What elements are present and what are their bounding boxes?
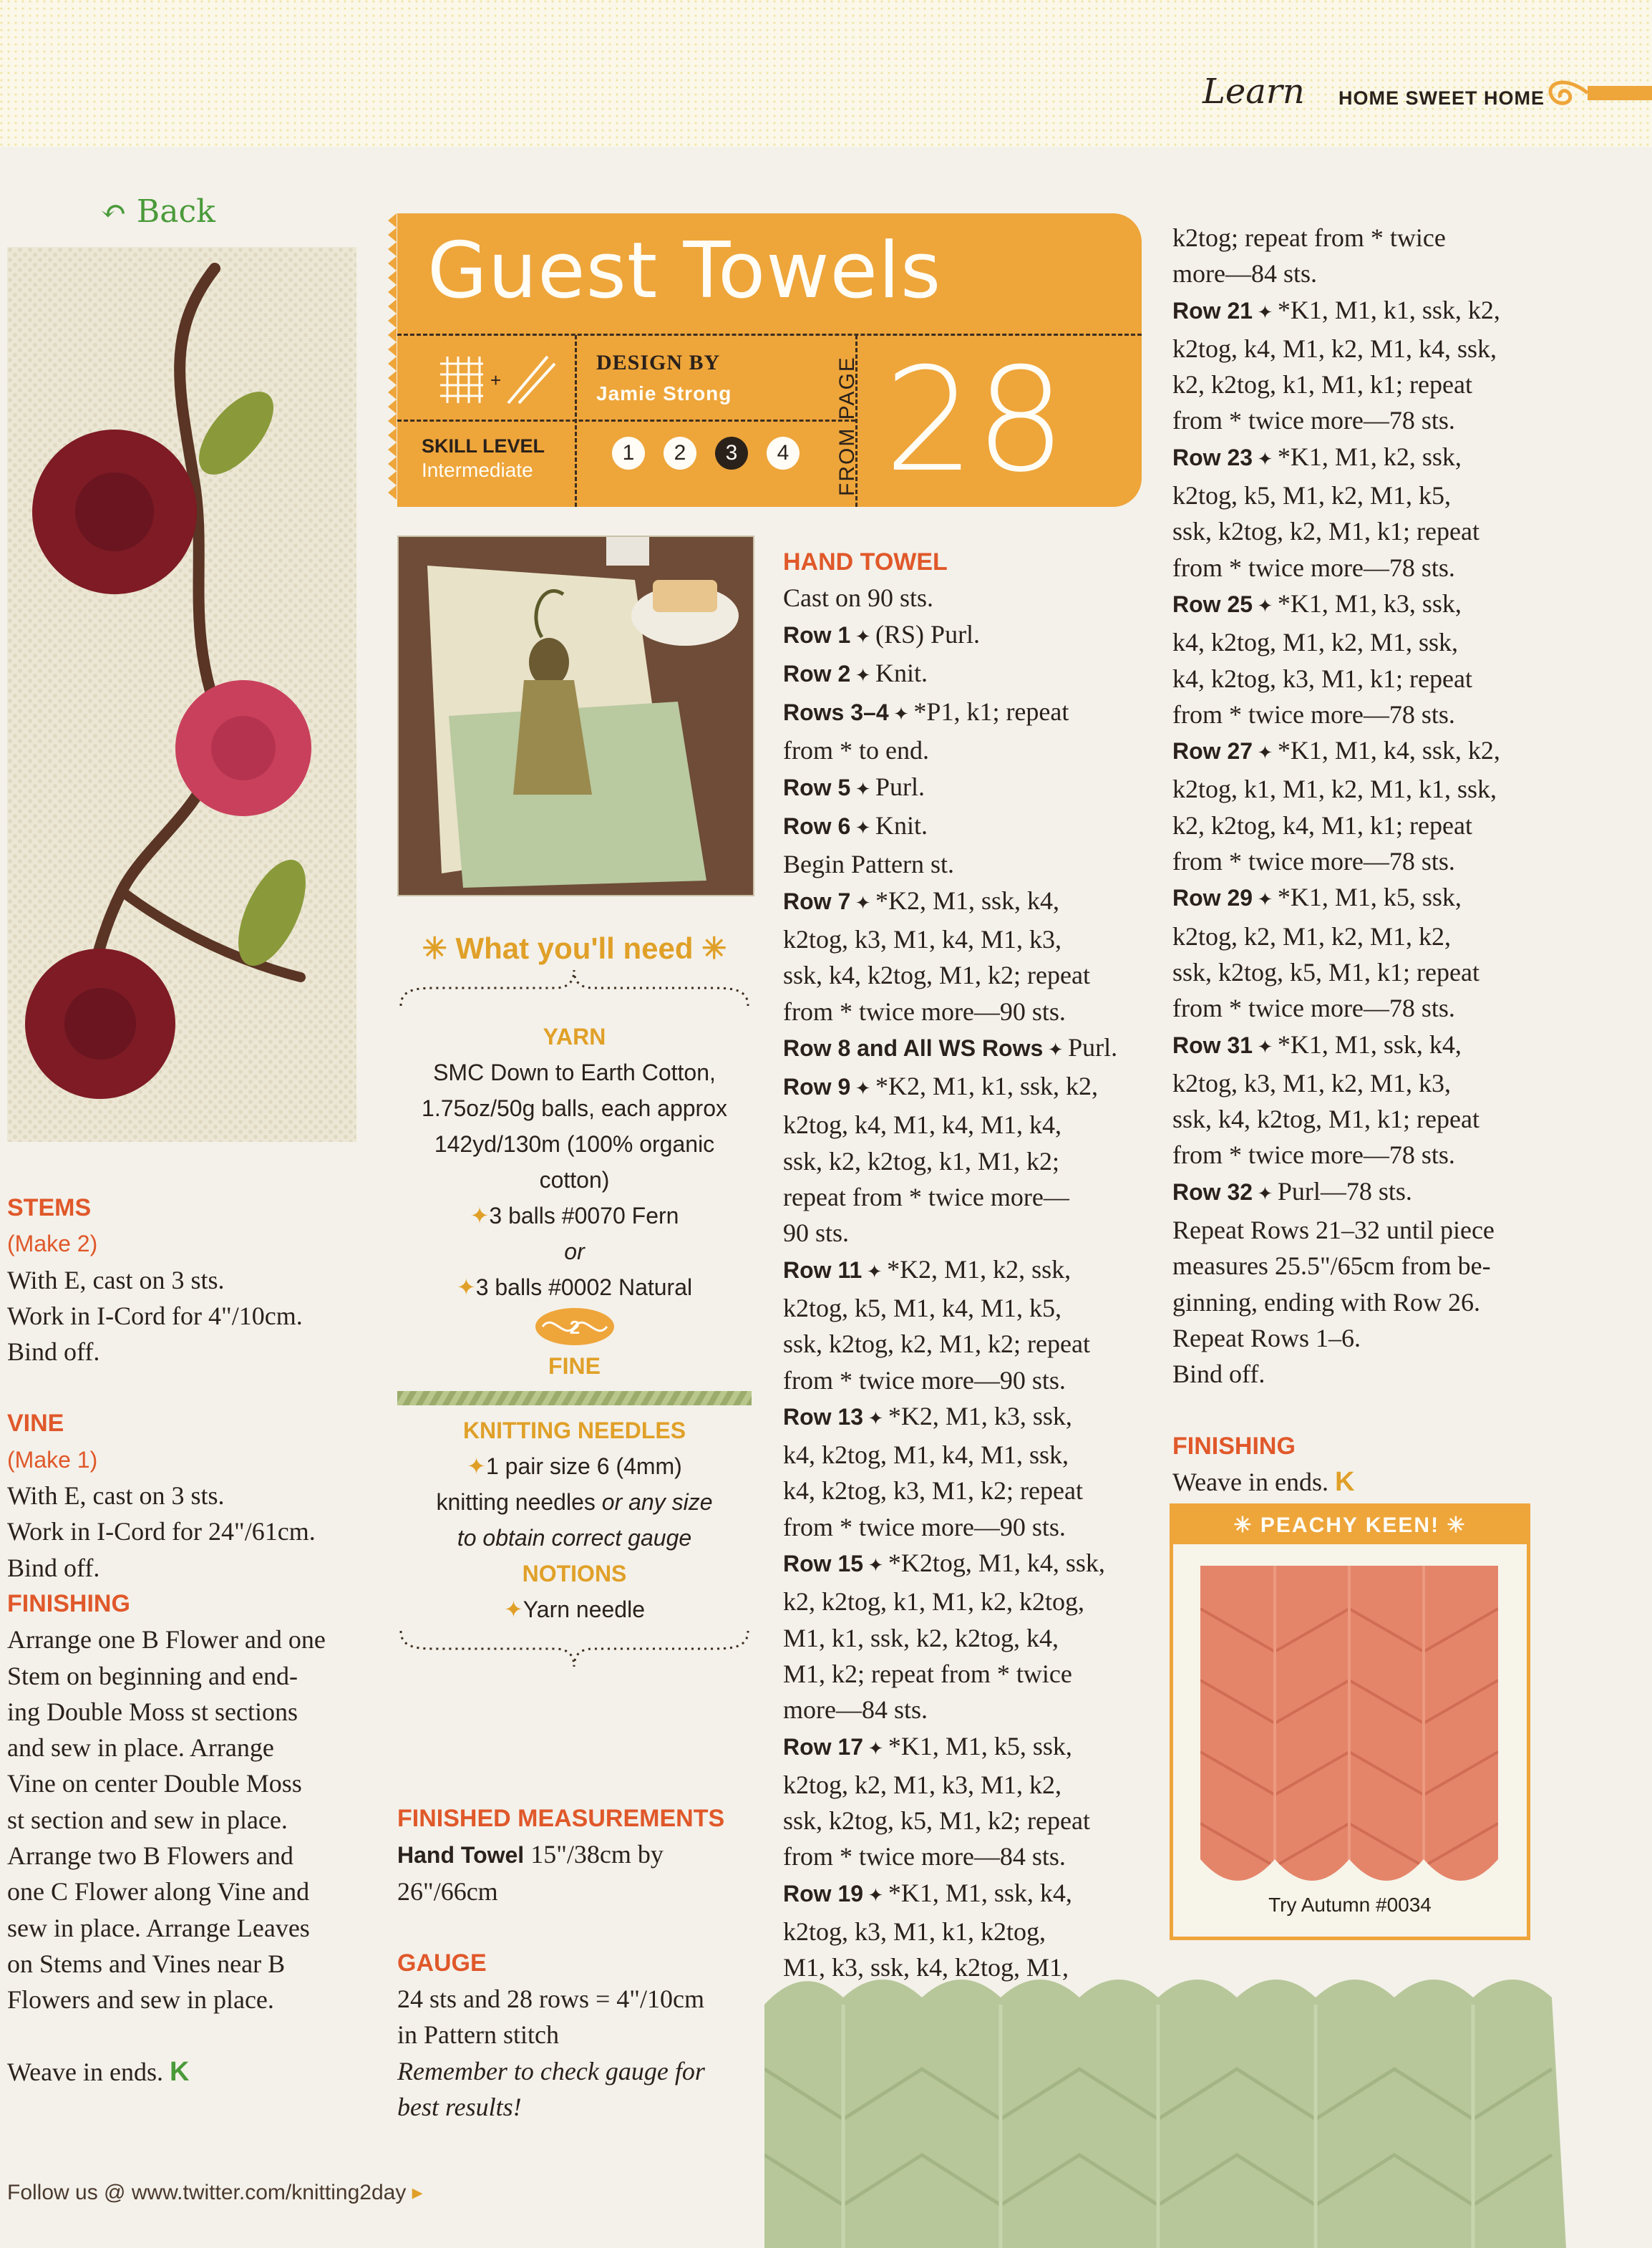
skill-level-label: SKILL LEVEL [422, 435, 545, 457]
instruction-text: k2tog, k3, M1, k1, k2tog, [783, 1917, 1046, 1946]
bullet-icon: ✦ [456, 1274, 476, 1300]
bullet-icon: ✦ [850, 778, 876, 800]
divider [397, 334, 1142, 336]
finishing-line: and sew in place. Arrange [7, 1733, 274, 1763]
instruction-text: k2, k2tog, k4, M1, k1; repeat [1172, 810, 1472, 840]
instruction-text: *K1, M1, ssk, k4, [1277, 1029, 1462, 1059]
bullet-icon: ✦ [1253, 448, 1278, 470]
row-label: Row 19 [783, 1880, 864, 1907]
bullet-icon: ✦ [850, 664, 876, 686]
vine-heading: VINE [7, 1410, 64, 1438]
hand-towel-heading: HAND TOWEL [783, 548, 948, 576]
instruction-line [1172, 732, 1545, 771]
row-label: Row 23 [1172, 444, 1253, 470]
instruction-text: k2tog, k3, M1, k4, M1, k3, [783, 924, 1062, 954]
instruction-line [783, 1838, 1155, 1874]
gauge-line: best results! [397, 2093, 522, 2122]
yarn-option: 3 balls #0070 Fern [489, 1203, 679, 1229]
weave-text: Weave in ends. [7, 2057, 164, 2086]
skill-level-3: 3 [715, 437, 748, 470]
instruction-line [1172, 220, 1545, 256]
notions-item: Yarn needle [523, 1597, 645, 1622]
instruction-text: from * to end. [783, 736, 929, 765]
page-title: Guest Towels [427, 226, 942, 316]
needles-line: or any size [601, 1489, 713, 1515]
stems-line: With E, cast on 3 sts. [7, 1265, 225, 1294]
instruction-text: k2tog, k1, M1, k2, M1, k1, ssk, [1172, 775, 1497, 804]
finishing-line: sew in place. Arrange Leaves [7, 1913, 310, 1942]
stems-line: Bind off. [7, 1337, 100, 1367]
instruction-line [783, 1215, 1155, 1251]
instruction-line [783, 957, 1155, 993]
asterisk-icon: ✳ [1439, 1513, 1467, 1537]
finishing-line: Stem on beginning and end- [7, 1661, 298, 1690]
instruction-line [783, 732, 1155, 768]
measurements-label: Hand Towel [397, 1842, 525, 1869]
instruction-line [783, 1656, 1155, 1692]
instruction-line [1172, 586, 1545, 624]
instruction-text: from * twice more—90 sts. [783, 1512, 1066, 1541]
bullet-icon: ✦ [850, 626, 876, 647]
instruction-text: *K1, M1, k3, ssk, [1277, 588, 1462, 618]
instruction-text: Bind off. [1172, 1360, 1265, 1389]
finishing-line: st section and sew in place. [7, 1805, 288, 1834]
or-label: or [564, 1239, 585, 1264]
instruction-text: k2tog, k4, M1, k2, M1, k4, ssk, [1172, 334, 1497, 363]
knitting-chart-icon [433, 349, 562, 407]
instruction-line [783, 1326, 1155, 1362]
bullet-icon: ✦ [503, 1597, 523, 1622]
instruction-line [1172, 697, 1545, 732]
row-label: Row 15 [783, 1551, 864, 1577]
instruction-text: more—84 sts. [783, 1695, 928, 1725]
instruction-text: Knit. [875, 811, 928, 840]
row-label: Row 27 [1172, 738, 1253, 765]
stems-sub: (Make 2) [7, 1231, 98, 1257]
instruction-text: *K1, M1, k2, ssk, [1277, 442, 1462, 471]
yarn-heading: YARN [543, 1024, 606, 1050]
gauge-line: Remember to check gauge for [397, 2056, 705, 2085]
finishing-line: Arrange one B Flower and one [7, 1625, 326, 1654]
instruction-line [1172, 331, 1545, 367]
instruction-line [1172, 1173, 1545, 1212]
back-arrow-icon: ↶ [100, 193, 127, 230]
bullet-icon: ✦ [850, 818, 876, 839]
needles-heading: KNITTING NEEDLES [462, 1418, 686, 1443]
brace-divider-icon [397, 1627, 752, 1670]
instruction-line [783, 1290, 1155, 1326]
instruction-text: *K1, M1, k5, ssk, [1277, 883, 1462, 912]
yarn-weight-icon [397, 1305, 752, 1348]
instruction-line [783, 1803, 1155, 1838]
right-finishing-heading: FINISHING [1172, 1432, 1296, 1460]
row-label: Row 13 [783, 1403, 864, 1430]
right-instructions [1172, 220, 1545, 1392]
instruction-line [783, 1767, 1155, 1803]
materials-title: ✳ What you'll need ✳ [422, 931, 727, 965]
row-label: Row 1 [783, 621, 851, 648]
materials-box [397, 931, 752, 1680]
row-label: Row 25 [1172, 591, 1253, 617]
instruction-line [1172, 808, 1545, 843]
instruction-line [783, 1029, 1155, 1068]
instruction-line [783, 1362, 1155, 1398]
instruction-text: k2, k2tog, k1, M1, k1; repeat [1172, 370, 1472, 399]
instruction-text: from * twice more—78 sts. [1172, 1140, 1455, 1170]
instruction-line [1172, 1065, 1545, 1101]
k-logo-icon: K [1335, 1466, 1355, 1497]
instruction-text: ssk, k2tog, k2, M1, k1; repeat [1172, 517, 1479, 546]
instruction-text: repeat from * twice more— [783, 1183, 1069, 1212]
row-label: Row 31 [1172, 1032, 1253, 1058]
from-page-label: FROM PAGE [835, 356, 859, 496]
instruction-line [783, 694, 1155, 732]
vine-line: With E, cast on 3 sts. [7, 1481, 225, 1511]
arrow-icon: ▸ [412, 2181, 423, 2204]
designer-name: Jamie Strong [596, 382, 732, 404]
asterisk-icon: ✳ [1233, 1513, 1260, 1537]
instruction-line [1172, 990, 1545, 1026]
instruction-line [783, 616, 1155, 655]
bullet-icon: ✦ [1253, 742, 1278, 764]
hand-towel-column [783, 544, 1155, 1986]
gauge-line: 24 sts and 28 rows = 4"/10cm [397, 1985, 704, 2014]
instruction-text: ssk, k2tog, k5, M1, k2; repeat [783, 1806, 1090, 1836]
row-label: Row 17 [783, 1733, 864, 1760]
instruction-line [783, 1545, 1155, 1584]
instruction-text: Purl—78 sts. [1277, 1176, 1412, 1206]
instruction-line [1172, 624, 1545, 660]
peach-swatch-image [1200, 1566, 1498, 1895]
instruction-text: from * twice more—78 sts. [1172, 699, 1455, 729]
gauge-line: in Pattern stitch [397, 2020, 559, 2050]
instruction-text: k4, k2tog, M1, k4, M1, ssk, [783, 1440, 1069, 1470]
instruction-line [1172, 771, 1545, 807]
instruction-line [783, 1620, 1155, 1656]
instruction-line [1172, 256, 1545, 291]
instruction-line [1172, 1027, 1545, 1065]
instruction-line [783, 1143, 1155, 1179]
instruction-text: *K2, M1, k1, ssk, k2, [875, 1072, 1099, 1101]
instruction-text: *K1, M1, ssk, k4, [888, 1878, 1072, 1907]
towel-photo [397, 536, 754, 896]
instruction-text: Purl. [1068, 1032, 1118, 1062]
header-band [0, 0, 1652, 147]
finishing-line: Vine on center Double Moss [7, 1769, 302, 1798]
instruction-text: *K2, M1, k3, ssk, [888, 1401, 1072, 1430]
needles-line: to obtain correct gauge [457, 1525, 692, 1551]
design-by-label: DESIGN BY [596, 351, 721, 374]
needles-line: knitting needles [436, 1489, 602, 1515]
bullet-icon: ✦ [1253, 1183, 1278, 1204]
skill-level-1: 1 [612, 437, 645, 470]
bullet-icon: ✦ [862, 1261, 888, 1282]
instruction-line [1172, 661, 1545, 697]
instruction-text: (RS) Purl. [875, 619, 981, 649]
weight-label: FINE [548, 1353, 601, 1379]
instruction-line [1172, 954, 1545, 990]
instruction-line [1172, 879, 1545, 918]
instruction-text: *P1, k1; repeat [913, 697, 1069, 727]
instruction-line [1172, 478, 1545, 513]
weight-number: 2 [569, 1317, 580, 1338]
yarn-line: SMC Down to Earth Cotton, [433, 1060, 716, 1085]
yarn-line: 142yd/130m (100% organic [434, 1131, 715, 1157]
row-label: Row 7 [783, 888, 851, 914]
bullet-icon: ✦ [863, 1555, 888, 1576]
instruction-line [1172, 843, 1545, 879]
instruction-text: k2, k2tog, k1, M1, k2, k2tog, [783, 1587, 1085, 1617]
row-label: Row 21 [1172, 297, 1253, 324]
row-label: Row 11 [783, 1256, 863, 1283]
yarn-line: 1.75oz/50g balls, each approx [422, 1095, 727, 1121]
instruction-line [783, 994, 1155, 1029]
instruction-line [1172, 1284, 1545, 1320]
notions-heading: NOTIONS [522, 1561, 627, 1586]
row-label: Row 6 [783, 813, 851, 840]
instruction-text: from * twice more—78 sts. [1172, 406, 1455, 435]
title-card [397, 213, 1142, 507]
section-title: HOME SWEET HOME [1338, 87, 1545, 109]
bullet-icon: ✦ [1253, 1036, 1278, 1057]
vine-sub: (Make 1) [7, 1446, 98, 1473]
instruction-text: k4, k2tog, k3, M1, k2; repeat [783, 1476, 1083, 1506]
instruction-line [783, 1107, 1155, 1143]
peachy-keen-box [1170, 1503, 1530, 1940]
instruction-text: *K2, M1, ssk, k4, [875, 886, 1060, 915]
instruction-text: more—84 sts. [1172, 259, 1317, 289]
asterisk-icon: ✳ [693, 931, 727, 965]
green-knit-swatch-image [764, 1962, 1566, 2248]
instruction-text: k2tog, k5, M1, k4, M1, k5, [783, 1293, 1062, 1322]
vine-illustration [7, 247, 356, 1142]
yarn-strand-divider [397, 1391, 752, 1405]
vine-line: Work in I-Cord for 24"/61cm. [7, 1517, 316, 1546]
brace-divider-icon [397, 966, 752, 1009]
stems-line: Work in I-Cord for 4"/10cm. [7, 1301, 303, 1330]
instruction-line [1172, 1101, 1545, 1137]
instruction-line [783, 1068, 1155, 1107]
learn-label: Learn [1202, 72, 1305, 112]
instruction-line [783, 1179, 1155, 1215]
divider [397, 420, 855, 422]
instruction-text: 90 sts. [783, 1219, 850, 1248]
instruction-line [783, 655, 1155, 694]
instruction-line [783, 1473, 1155, 1508]
instruction-text: Repeat Rows 1–6. [1172, 1323, 1361, 1352]
swirl-ornament-icon [1537, 72, 1652, 115]
instruction-text: k2tog; repeat from * twice [1172, 223, 1446, 252]
instruction-line [783, 1728, 1155, 1767]
instruction-text: measures 25.5"/65cm from be- [1172, 1251, 1491, 1281]
bullet-icon: ✦ [1253, 889, 1278, 911]
instruction-text: Knit. [875, 658, 928, 687]
bullet-icon: ✦ [467, 1453, 486, 1479]
zigzag-border-icon [379, 213, 397, 507]
bullet-icon: ✦ [1253, 301, 1278, 323]
left-column [7, 1190, 379, 2090]
instruction-line [1172, 1320, 1545, 1356]
instruction-line [1172, 292, 1545, 331]
row-label: Row 2 [783, 660, 851, 687]
instruction-line [783, 921, 1155, 957]
divider [575, 335, 577, 507]
right-finishing-text: Weave in ends. [1172, 1467, 1329, 1496]
k-logo-icon: K [170, 2056, 190, 2087]
instruction-line [783, 1437, 1155, 1473]
instruction-text: Purl. [875, 772, 925, 801]
instruction-text: k2tog, k2, M1, k2, M1, k2, [1172, 921, 1452, 951]
needles-line: 1 pair size 6 (4mm) [485, 1453, 682, 1479]
page-number: 28 [884, 337, 1066, 504]
yarn-option: 3 balls #0002 Natural [475, 1274, 693, 1300]
finishing-line: on Stems and Vines near B [7, 1949, 286, 1978]
instruction-line [1172, 1248, 1545, 1284]
instruction-line [783, 580, 1155, 616]
towel-photo-illustration [399, 537, 753, 895]
instruction-line [783, 769, 1155, 808]
instruction-text: M1, k3, ssk, k4, k2tog, M1, [783, 1953, 1069, 1982]
gauge-heading: GAUGE [397, 1949, 487, 1977]
instruction-text: M1, k1, ssk, k2, k2tog, k4, [783, 1623, 1059, 1652]
instruction-line [1172, 402, 1545, 438]
instruction-text: from * twice more—78 sts. [1172, 994, 1455, 1023]
row-label: Row 29 [1172, 885, 1253, 911]
vine-photo [7, 247, 356, 1142]
instruction-line [783, 1509, 1155, 1545]
instruction-text: Repeat Rows 21–32 until piece [1172, 1216, 1495, 1245]
skill-level-2: 2 [664, 437, 696, 470]
instruction-text: from * twice more—84 sts. [783, 1842, 1066, 1871]
instruction-text: k4, k2tog, M1, k2, M1, ssk, [1172, 628, 1459, 657]
peach-caption: Try Autumn #0034 [1268, 1894, 1432, 1916]
instruction-text: k2tog, k3, M1, k2, M1, k3, [1172, 1068, 1452, 1098]
instruction-text: *K1, M1, k1, ssk, k2, [1277, 295, 1500, 324]
finishing-line: one C Flower along Vine and [7, 1877, 310, 1907]
row-label: Rows 3–4 [783, 699, 889, 726]
row-label: Row 8 and All WS Rows [783, 1035, 1044, 1061]
vine-line: Bind off. [7, 1553, 100, 1582]
svg-text:+: + [490, 369, 502, 391]
bullet-icon: ✦ [470, 1203, 490, 1229]
instruction-line [783, 1875, 1155, 1914]
instruction-line [1172, 367, 1545, 402]
footer-link[interactable]: Follow us @ www.twitter.com/knitting2day ▸ [7, 2181, 423, 2204]
row-label: Row 32 [1172, 1178, 1253, 1205]
instruction-line [1172, 919, 1545, 954]
bullet-icon: ✦ [863, 1408, 888, 1429]
instruction-text: k4, k2tog, k3, M1, k1; repeat [1172, 664, 1472, 693]
instruction-line [1172, 1212, 1545, 1248]
measurements-value: 26"/66cm [397, 1876, 498, 1906]
instruction-text: ssk, k2tog, k2, M1, k2; repeat [783, 1329, 1090, 1359]
finishing-line: Arrange two B Flowers and [7, 1841, 293, 1871]
instruction-text: from * twice more—78 sts. [1172, 553, 1455, 582]
instruction-line [1172, 439, 1545, 478]
instruction-text: from * twice more—90 sts. [783, 997, 1066, 1026]
measurements-block [397, 1801, 769, 2125]
instruction-text: *K2, M1, k2, ssk, [887, 1254, 1072, 1284]
bullet-icon: ✦ [1253, 595, 1278, 616]
instruction-text: M1, k2; repeat from * twice [783, 1659, 1072, 1688]
yarn-line: cotton) [539, 1167, 610, 1193]
back-link[interactable]: ↶ Back [100, 193, 215, 230]
instruction-line [783, 1398, 1155, 1437]
measurements-heading: FINISHED MEASUREMENTS [397, 1805, 725, 1832]
finishing-line: ing Double Moss st sections [7, 1697, 298, 1726]
instruction-line [783, 1692, 1155, 1728]
skill-level-4: 4 [767, 437, 800, 470]
instruction-text: Cast on 90 sts. [783, 583, 934, 613]
bullet-icon: ✦ [850, 892, 876, 914]
skill-level-value: Intermediate [422, 459, 533, 481]
hand-towel-instructions [783, 580, 1155, 1985]
instruction-line [783, 1914, 1155, 1949]
asterisk-icon: ✳ [422, 931, 456, 965]
instruction-text: Begin Pattern st. [783, 850, 954, 879]
bullet-icon: ✦ [850, 1078, 876, 1100]
bullet-icon: ✦ [863, 1738, 888, 1759]
instruction-text: k2tog, k2, M1, k3, M1, k2, [783, 1770, 1062, 1799]
finishing-line: Flowers and sew in place. [7, 1985, 274, 2015]
measurements-value: 15"/38cm by [524, 1840, 664, 1869]
finishing-heading: FINISHING [7, 1589, 130, 1617]
instruction-line [1172, 1356, 1545, 1392]
instruction-text: ginning, ending with Row 26. [1172, 1287, 1480, 1317]
peachy-keen-title: ✳ PEACHY KEEN! ✳ [1173, 1507, 1527, 1544]
instruction-line [783, 1584, 1155, 1619]
instruction-line [1172, 550, 1545, 586]
row-label: Row 9 [783, 1074, 851, 1100]
bullet-icon: ✦ [1043, 1039, 1069, 1060]
instruction-text: ssk, k4, k2tog, M1, k1; repeat [1172, 1105, 1479, 1134]
instruction-text: ssk, k4, k2tog, M1, k2; repeat [783, 961, 1090, 990]
right-column [1172, 220, 1545, 1500]
instruction-text: *K2tog, M1, k4, ssk, [888, 1549, 1105, 1578]
instruction-line [783, 808, 1155, 846]
instruction-line [783, 846, 1155, 882]
instruction-text: from * twice more—78 sts. [1172, 847, 1455, 876]
instruction-text: *K1, M1, k4, ssk, k2, [1277, 736, 1500, 765]
instruction-text: from * twice more—90 sts. [783, 1365, 1066, 1395]
instruction-text: k2tog, k4, M1, k4, M1, k4, [783, 1110, 1062, 1140]
instruction-line [1172, 513, 1545, 549]
stems-heading: STEMS [7, 1194, 92, 1221]
instruction-line [783, 883, 1155, 921]
instruction-line [783, 1251, 1155, 1290]
bullet-icon: ✦ [863, 1884, 888, 1906]
instruction-line [1172, 1137, 1545, 1173]
bullet-icon: ✦ [888, 704, 914, 725]
instruction-text: *K1, M1, k5, ssk, [888, 1731, 1072, 1760]
instruction-text: ssk, k2tog, k5, M1, k1; repeat [1172, 957, 1479, 987]
row-label: Row 5 [783, 774, 851, 800]
instruction-text: ssk, k2, k2tog, k1, M1, k2; [783, 1146, 1060, 1176]
instruction-text: k2tog, k5, M1, k2, M1, k5, [1172, 481, 1452, 510]
